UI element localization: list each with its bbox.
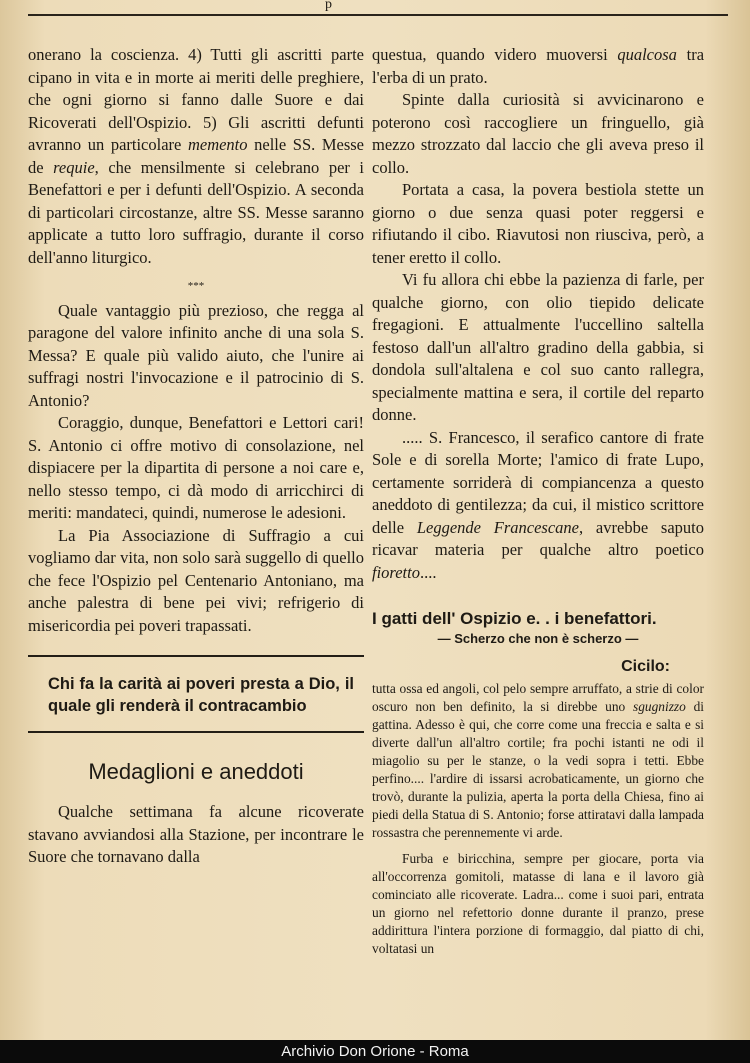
- paragraph-questua: questua, quando videro muoversi qualcosa tra l'erba di un prato.: [372, 45, 705, 87]
- paragraph-francesco: ..... S. Francesco, il serafico cantore di frate Sole e di sorella Morte; l'amico di frate Lupo, certamente sorriderà di compiancenza a questo aneddoto di gentilezza; da cui, il mistico scrittore delle Leggende Francescane, avrebbe saputo ricavar materia per qualche altro poetico fioretto....: [372, 427, 704, 582]
- paragraph-pia-associazione: La Pia Associazione di Suffragio a cui vogliamo dar vita, non solo sarà suggello di quello che fece l'Ospizio pel Centenario Antoniano, ma anche palestra di bene pei vivi; refrigerio di misericordia pei poveri trapassati.: [28, 525, 364, 635]
- left-column: [28, 44, 364, 869]
- italic-requie: requie: [53, 157, 95, 177]
- header-fragment: p: [325, 0, 332, 12]
- paragraph-portata: Portata a casa, la povera bestiola stette un giorno o due senza quasi poter reggersi e rifiutando il cibo. Riavutosi non riusciva, però, a tener eretto il collo.: [372, 180, 704, 267]
- italic-qualcosa: qualcosa: [617, 45, 677, 64]
- paragraph-furba: Furba e biricchina, sempre per giocare, porta via all'occorrenza gomitoli, matasse di lana e il lavoro già cominciato alle ricoverate. Ladra... come i suoi pari, entrata un giorno nel refettorio donne durante il pranzo, prese addirittura l'intera porzione di formaggio, dal piatto di chi, voltatasi un: [372, 851, 704, 956]
- right-column: [372, 44, 704, 958]
- italic-sgugnizzo: sgugnizzo: [632, 699, 686, 714]
- article-title: I gatti dell' Ospizio e. . i benefattori.: [372, 609, 657, 628]
- divider-rule: [28, 731, 364, 733]
- paragraph-ascritti: onerano la coscienza. 4) Tutti gli ascritti parte cipano in vita e in morte ai meriti delle preghiere, che ogni giorno si fanno dalle Suore e dai Ricoverati dell'Ospizio. 5) Gli ascritti defunti avranno un particolare memento nelle SS. Messe de requie, che mensilmente si celebrano per i Benefattori e per i defunti dell'Ospizio. A seconda di particolari circostanze, altre SS. Messe saranno applicate a tutto loro suffragio, durante il corso dell'anno liturgico.: [28, 45, 365, 267]
- paragraph-spinte: Spinte dalla curiosità si avvicinarono e poterono così raccogliere un fringuello, già mezzo strozzato dal laccio che gli aveva preso il collo.: [372, 90, 704, 177]
- archive-footer: Archivio Don Orione - Roma: [0, 1040, 750, 1063]
- italic-memento: memento: [187, 135, 248, 154]
- section-title: Medaglioni e aneddoti: [88, 759, 304, 784]
- paragraph-ricoverate: Qualche settimana fa alcune ricoverate stavano avviandosi alla Stazione, per incontrare le Suore che tornavano dalla: [28, 802, 364, 866]
- speaker-label: Cicilo:: [621, 658, 670, 675]
- asterism-separator: ***: [187, 280, 205, 292]
- paragraph-pazienza: Vi fu allora chi ebbe la pazienza di farle, per qualche giorno, con olio tiepido delicate fregagioni. E attualmente l'uccellino saltella festoso dall'un all'altro gradino della gabbia, si dondola sull'altalena e col suo canto rallegra, specialmente mattina e sera, il cortile del reparto donne.: [372, 270, 704, 424]
- paragraph-gattina: tutta ossa ed angoli, col pelo sempre arruffato, a strie di color oscuro non ben definito, la si direbbe uno sgugnizzo di gattina. Adesso è qui, che corre come una freccia e salta e si diverte dall'un all'altro cortile; fra pochi istanti ne odi il miagolio su per le stanze, o la vedi sopra i tetti. Ebbe perfino.... l'ardire di issarsi acrobaticamente, un giorno che trovò, durante la pulizia, aperta la porta della Chiesa, fino ai piedi della Statua di S. Antonio; forse attiratavi dalla lampada rossastra che perennemente vi arde.: [372, 681, 705, 840]
- divider-rule: [28, 655, 364, 657]
- italic-leggende: Leggende Francescane: [416, 517, 580, 537]
- italic-fioretto: fioretto: [372, 562, 420, 582]
- header-rule: [28, 14, 728, 16]
- paragraph-coraggio: Coraggio, dunque, Benefattori e Lettori cari! S. Antonio ci offre motivo di consolazione, nel dispiacere per la dipartita di persone a noi care e, nello stesso tempo, ci dà modo di arricchirci di meriti: mandateci, quindi, numerose le adesioni.: [28, 413, 364, 522]
- article-subtitle: — Scherzo che non è scherzo —: [437, 631, 639, 646]
- maxim-box: Chi fa la carità ai poveri presta a Dio, il quale gli renderà il contracambio: [48, 675, 354, 715]
- paragraph-vantaggio: Quale vantaggio più prezioso, che regga al paragone del valore infinito anche di una sola S. Messa? E quale più valido aiuto, che l'unire ai suffragi nostri l'invocazione e il patrocinio di S. Antonio?: [28, 300, 364, 410]
